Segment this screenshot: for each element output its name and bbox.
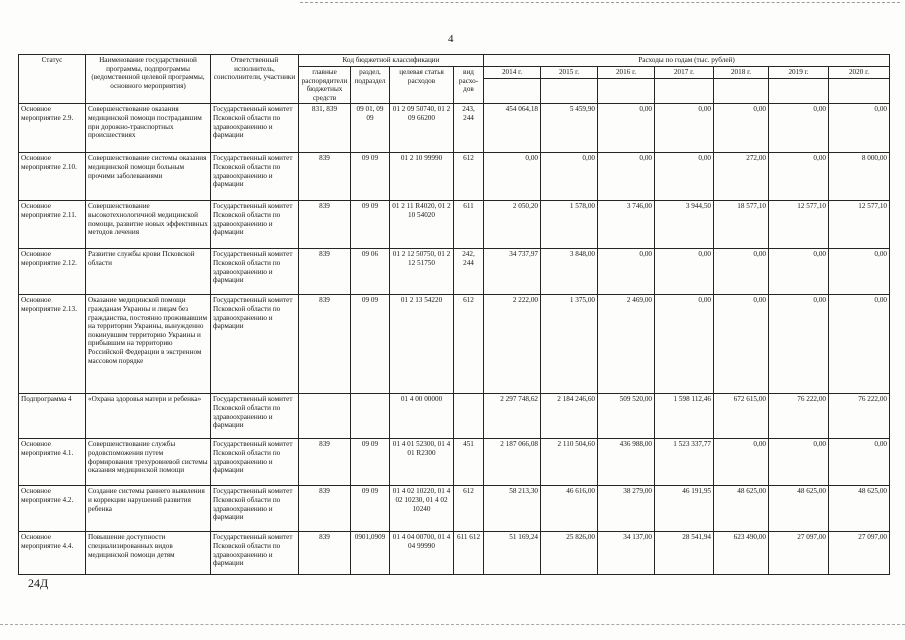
- header-status: Статус: [19, 55, 86, 104]
- cell-value: 18 577,10: [714, 201, 769, 249]
- cell-section: 09 09: [351, 295, 390, 394]
- cell-value: 436 988,00: [598, 439, 655, 486]
- cell-value: 76 222,00: [769, 394, 829, 439]
- cell-value: 2 110 504,60: [541, 439, 598, 486]
- cell-value: 0,00: [714, 104, 769, 153]
- cell-value: 46 616,00: [541, 486, 598, 532]
- cell-value: 2 050,20: [484, 201, 541, 249]
- cell-grbs: 839: [299, 295, 351, 394]
- cell-name: Совершенствование системы оказания медицинской помощи больным прочими заболеваниями: [86, 153, 211, 201]
- scan-edge-bottom: [0, 624, 905, 631]
- cell-value: 2 297 748,62: [484, 394, 541, 439]
- cell-value: 0,00: [829, 249, 890, 295]
- cell-section: 09 09: [351, 153, 390, 201]
- cell-grbs: 839: [299, 439, 351, 486]
- cell-exp-type: 243, 244: [454, 104, 484, 153]
- cell-value: 1 375,00: [541, 295, 598, 394]
- cell-target: 01 4 00 00000: [390, 394, 454, 439]
- header-year-spacer: [769, 79, 829, 104]
- cell-grbs: 839: [299, 486, 351, 532]
- table-row: [19, 486, 890, 532]
- cell-value: 3 944,50: [655, 201, 714, 249]
- cell-status: Основное мероприятие 2.11.: [19, 201, 86, 249]
- cell-value: 12 577,10: [829, 201, 890, 249]
- cell-value: 0,00: [655, 104, 714, 153]
- cell-exp-type: 242, 244: [454, 249, 484, 295]
- table-row: [19, 532, 890, 575]
- header-year-spacer: [598, 79, 655, 104]
- cell-status: Основное мероприятие 2.13.: [19, 295, 86, 394]
- cell-value: 0,00: [655, 295, 714, 394]
- cell-value: 0,00: [598, 249, 655, 295]
- cell-exp-type: 612: [454, 295, 484, 394]
- cell-value: 12 577,10: [769, 201, 829, 249]
- cell-value: 76 222,00: [829, 394, 890, 439]
- cell-section: 09 09: [351, 486, 390, 532]
- cell-value: 0,00: [829, 439, 890, 486]
- cell-value: 0,00: [598, 153, 655, 201]
- cell-name: Развитие службы крови Псковской области: [86, 249, 211, 295]
- cell-executor: Государственный комитет Псковской области по здравоохранению и фармации: [211, 104, 299, 153]
- cell-name: Повышение доступности специализированных видов медицинской помощи детям: [86, 532, 211, 575]
- page-number: 4: [448, 33, 454, 45]
- header-year-spacer: [541, 79, 598, 104]
- cell-target: 01 2 12 50750, 01 2 12 51750: [390, 249, 454, 295]
- cell-target: 01 2 13 54220: [390, 295, 454, 394]
- cell-value: 0,00: [714, 249, 769, 295]
- cell-value: 0,00: [769, 153, 829, 201]
- cell-target: 01 4 02 10220, 01 4 02 10230, 01 4 02 10240: [390, 486, 454, 532]
- table-row: [19, 394, 890, 439]
- cell-name: Оказание медицинской помощи гражданам Украины и лицам без гражданства, постоянно проживавшим на территории Украины, вынужденно покинувшим территорию Украины и прибывшим на территорию Российской Федерации в экстренном массовом порядке: [86, 295, 211, 394]
- cell-name: Совершенствование службы родовспоможения путем формирования трехуровневой системы оказания медицинской помощи: [86, 439, 211, 486]
- header-year: 2015 г.: [541, 67, 598, 79]
- cell-executor: Государственный комитет Псковской области по здравоохранению и фармации: [211, 394, 299, 439]
- cell-value: 2 187 066,08: [484, 439, 541, 486]
- cell-executor: Государственный комитет Псковской области по здравоохранению и фармации: [211, 249, 299, 295]
- cell-target: 01 4 04 00700, 01 4 04 99990: [390, 532, 454, 575]
- cell-value: 0,00: [598, 104, 655, 153]
- cell-exp-type: 612: [454, 486, 484, 532]
- header-year: 2017 г.: [655, 67, 714, 79]
- cell-executor: Государственный комитет Псковской области по здравоохранению и фармации: [211, 532, 299, 575]
- table-row: [19, 295, 890, 394]
- cell-value: 623 490,00: [714, 532, 769, 575]
- table-row: [19, 104, 890, 153]
- header-expenses: Расходы по годам (тыс. рублей): [484, 55, 890, 67]
- cell-exp-type: [454, 394, 484, 439]
- cell-executor: Государственный комитет Псковской области по здравоохранению и фармации: [211, 486, 299, 532]
- cell-value: 2 184 246,60: [541, 394, 598, 439]
- cell-executor: Государственный комитет Псковской области по здравоохранению и фармации: [211, 439, 299, 486]
- cell-value: 0,00: [769, 439, 829, 486]
- cell-name: Совершенствование высокотехнологичной медицинской помощи, развитие новых эффективных методов лечения: [86, 201, 211, 249]
- header-year-spacer: [829, 79, 890, 104]
- cell-target: 01 2 09 50740, 01 2 09 66200: [390, 104, 454, 153]
- cell-exp-type: 611 612: [454, 532, 484, 575]
- cell-value: 46 191,95: [655, 486, 714, 532]
- cell-grbs: 839: [299, 532, 351, 575]
- cell-value: 0,00: [541, 153, 598, 201]
- cell-value: 25 826,00: [541, 532, 598, 575]
- header-year: 2018 г.: [714, 67, 769, 79]
- cell-exp-type: 611: [454, 201, 484, 249]
- header-budget-code: Код бюджетной классификации: [299, 55, 484, 67]
- cell-value: 272,00: [714, 153, 769, 201]
- header-executor: Ответственный исполнитель, соисполнители, участники: [211, 55, 299, 104]
- cell-grbs: 839: [299, 201, 351, 249]
- cell-target: 01 2 11 R4020, 01 2 10 54020: [390, 201, 454, 249]
- cell-status: Основное мероприятие 2.10.: [19, 153, 86, 201]
- cell-value: 48 625,00: [769, 486, 829, 532]
- cell-name: «Охрана здоровья матери и ребенка»: [86, 394, 211, 439]
- cell-grbs: 839: [299, 249, 351, 295]
- header-grbs: главные распорядители бюджетных средств: [299, 67, 351, 104]
- program-expenses-table: [18, 54, 890, 575]
- cell-value: 27 097,00: [769, 532, 829, 575]
- cell-grbs: 831, 839: [299, 104, 351, 153]
- cell-value: 27 097,00: [829, 532, 890, 575]
- header-year-spacer: [484, 79, 541, 104]
- cell-value: 3 746,00: [598, 201, 655, 249]
- header-year: 2014 г.: [484, 67, 541, 79]
- cell-value: 8 000,00: [829, 153, 890, 201]
- cell-value: 1 578,00: [541, 201, 598, 249]
- table-row: [19, 439, 890, 486]
- cell-exp-type: 612: [454, 153, 484, 201]
- cell-value: 48 625,00: [714, 486, 769, 532]
- table-row: [19, 153, 890, 201]
- cell-value: 454 064,18: [484, 104, 541, 153]
- cell-target: 01 4 01 52300, 01 4 01 R2300: [390, 439, 454, 486]
- cell-value: 5 459,90: [541, 104, 598, 153]
- header-section: раздел, подраздел: [351, 67, 390, 104]
- cell-name: Создание системы раннего выявления и коррекции нарушений развития ребенка: [86, 486, 211, 532]
- cell-value: 51 169,24: [484, 532, 541, 575]
- cell-executor: Государственный комитет Псковской области по здравоохранению и фармации: [211, 295, 299, 394]
- cell-section: 09 01, 09 09: [351, 104, 390, 153]
- cell-value: 0,00: [769, 104, 829, 153]
- cell-value: 0,00: [769, 249, 829, 295]
- header-year-spacer: [714, 79, 769, 104]
- cell-section: [351, 394, 390, 439]
- header-exp-type: вид расхо-дов: [454, 67, 484, 104]
- header-year: 2016 г.: [598, 67, 655, 79]
- cell-grbs: [299, 394, 351, 439]
- cell-status: Основное мероприятие 4.2.: [19, 486, 86, 532]
- cell-executor: Государственный комитет Псковской области по здравоохранению и фармации: [211, 153, 299, 201]
- cell-value: 0,00: [655, 153, 714, 201]
- cell-value: 0,00: [829, 295, 890, 394]
- table-row: [19, 249, 890, 295]
- footer-code: 24Д: [28, 576, 49, 590]
- table-row: [19, 201, 890, 249]
- cell-grbs: 839: [299, 153, 351, 201]
- cell-value: 28 541,94: [655, 532, 714, 575]
- cell-status: Основное мероприятие 2.9.: [19, 104, 86, 153]
- cell-value: 0,00: [769, 295, 829, 394]
- header-year: 2020 г.: [829, 67, 890, 79]
- cell-value: 58 213,30: [484, 486, 541, 532]
- cell-name: Совершенствование оказания медицинской помощи пострадавшим при дорожно-транспортных происшествиях: [86, 104, 211, 153]
- cell-value: 48 625,00: [829, 486, 890, 532]
- cell-section: 0901,0909: [351, 532, 390, 575]
- cell-status: Подпрограмма 4: [19, 394, 86, 439]
- header-year-spacer: [655, 79, 714, 104]
- cell-value: 0,00: [714, 295, 769, 394]
- cell-section: 09 06: [351, 249, 390, 295]
- cell-value: 509 520,00: [598, 394, 655, 439]
- cell-value: 3 848,00: [541, 249, 598, 295]
- cell-value: 38 279,00: [598, 486, 655, 532]
- cell-status: Основное мероприятие 4.4.: [19, 532, 86, 575]
- cell-status: Основное мероприятие 2.12.: [19, 249, 86, 295]
- cell-value: 1 523 337,77: [655, 439, 714, 486]
- header-target: целевая статья расходов: [390, 67, 454, 104]
- cell-value: 34 137,00: [598, 532, 655, 575]
- cell-exp-type: 451: [454, 439, 484, 486]
- cell-executor: Государственный комитет Псковской области по здравоохранению и фармации: [211, 201, 299, 249]
- cell-value: 672 615,00: [714, 394, 769, 439]
- scan-edge-top: [300, 2, 900, 6]
- header-year: 2019 г.: [769, 67, 829, 79]
- cell-status: Основное мероприятие 4.1.: [19, 439, 86, 486]
- cell-value: 0,00: [655, 249, 714, 295]
- header-name: Наименование государственной программы, подпрограммы (ведомственной целевой программы, основного мероприятия): [86, 55, 211, 104]
- cell-value: 34 737,97: [484, 249, 541, 295]
- cell-value: 0,00: [829, 104, 890, 153]
- cell-target: 01 2 10 99990: [390, 153, 454, 201]
- cell-value: 0,00: [484, 153, 541, 201]
- cell-value: 0,00: [714, 439, 769, 486]
- cell-value: 2 222,00: [484, 295, 541, 394]
- cell-section: 09 09: [351, 201, 390, 249]
- cell-value: 1 598 112,46: [655, 394, 714, 439]
- cell-value: 2 469,00: [598, 295, 655, 394]
- cell-section: 09 09: [351, 439, 390, 486]
